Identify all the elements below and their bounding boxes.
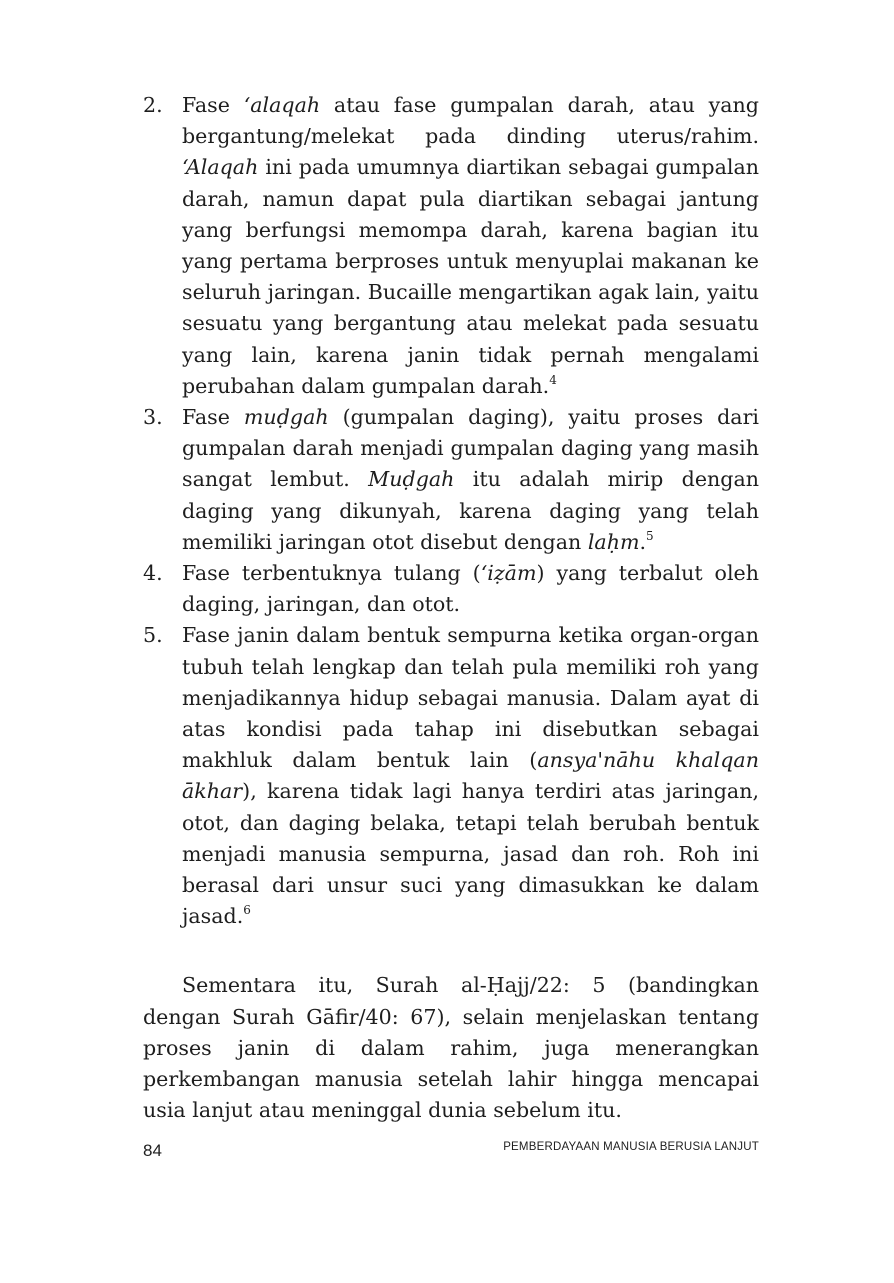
list-item-number: 4. bbox=[143, 561, 163, 586]
italic-term: ‘alaqah bbox=[243, 93, 321, 117]
italic-term: ‘Alaqah bbox=[182, 155, 259, 180]
list-item: 4. Fase terbentuknya tulang (‘iẓām) yang terbalut oleh daging, jaringan, dan otot. bbox=[143, 558, 759, 620]
page-body bbox=[143, 90, 759, 1127]
italic-term: laḥm bbox=[587, 529, 640, 554]
footnote-ref: 6 bbox=[243, 903, 251, 918]
page-number: 84 bbox=[143, 1141, 162, 1160]
italic-term: muḍgah bbox=[243, 405, 329, 430]
italic-term: ansya'nāhu khalqan ākhar bbox=[182, 748, 759, 804]
running-footer-title: PEMBERDAYAAN MANUSIA BERUSIA LANJUT bbox=[503, 1141, 759, 1153]
list-item-number: 5. bbox=[143, 623, 163, 648]
italic-term: Muḍgah bbox=[368, 467, 455, 492]
italic-term: ‘iẓām bbox=[480, 561, 537, 586]
list-item: 2. Fase ‘alaqah atau fase gumpalan darah, atau yang bergantung/melekat pada dinding uterus/rahim. ‘Alaqah ini pada umumnya diartikan sebagai gumpalan darah, namun dapat pula diartikan sebagai jantung yang berfungsi memompa darah, karena bagian itu yang pertama berproses untuk menyuplai makanan ke seluruh jaringan. Bucaille mengartikan agak lain, yaitu sesuatu yang bergantung atau melekat pada sesuatu yang lain, karena janin tidak pernah mengalami perubahan dalam gumpalan darah.$^4$ bbox=[143, 90, 759, 402]
list-item-number: 3. bbox=[143, 405, 163, 430]
list-item-number: 2. bbox=[143, 93, 163, 117]
list-item: 3. Fase muḍgah (gumpalan daging), yaitu proses dari gumpalan darah menjadi gumpalan daging yang masih sangat lembut. Muḍgah itu adalah mirip dengan daging yang dikunyah, karena daging yang telah memiliki jaringan otot disebut dengan laḥm.$^5$ bbox=[143, 402, 759, 558]
development-stages-list bbox=[143, 90, 759, 932]
list-item: 5. Fase janin dalam bentuk sempurna ketika organ-organ tubuh telah lengkap dan telah pula memiliki roh yang menjadikannya hidup sebagai manusia. Dalam ayat di atas kondisi pada tahap ini disebutkan sebagai makhluk dalam bentuk lain (ansya'nāhu khalqan ākhar), karena tidak lagi hanya terdiri atas jaringan, otot, dan daging belaka, tetapi telah berubah bentuk menjadi manusia sempurna, jasad dan roh. Roh ini berasal dari unsur suci yang dimasukkan ke dalam jasad.$^6$ bbox=[143, 620, 759, 932]
body-paragraph: Sementara itu, Surah al-Ḥajj/22: 5 (bandingkan dengan Surah Gāfir/40: 67), selain menjelaskan tentang proses janin di dalam rahim, juga menerangkan perkembangan manusia setelah lahir hingga mencapai usia lanjut atau meninggal dunia sebelum itu. bbox=[143, 973, 759, 1123]
footnote-ref: 5 bbox=[646, 528, 654, 543]
footnote-ref: 4 bbox=[549, 372, 557, 387]
